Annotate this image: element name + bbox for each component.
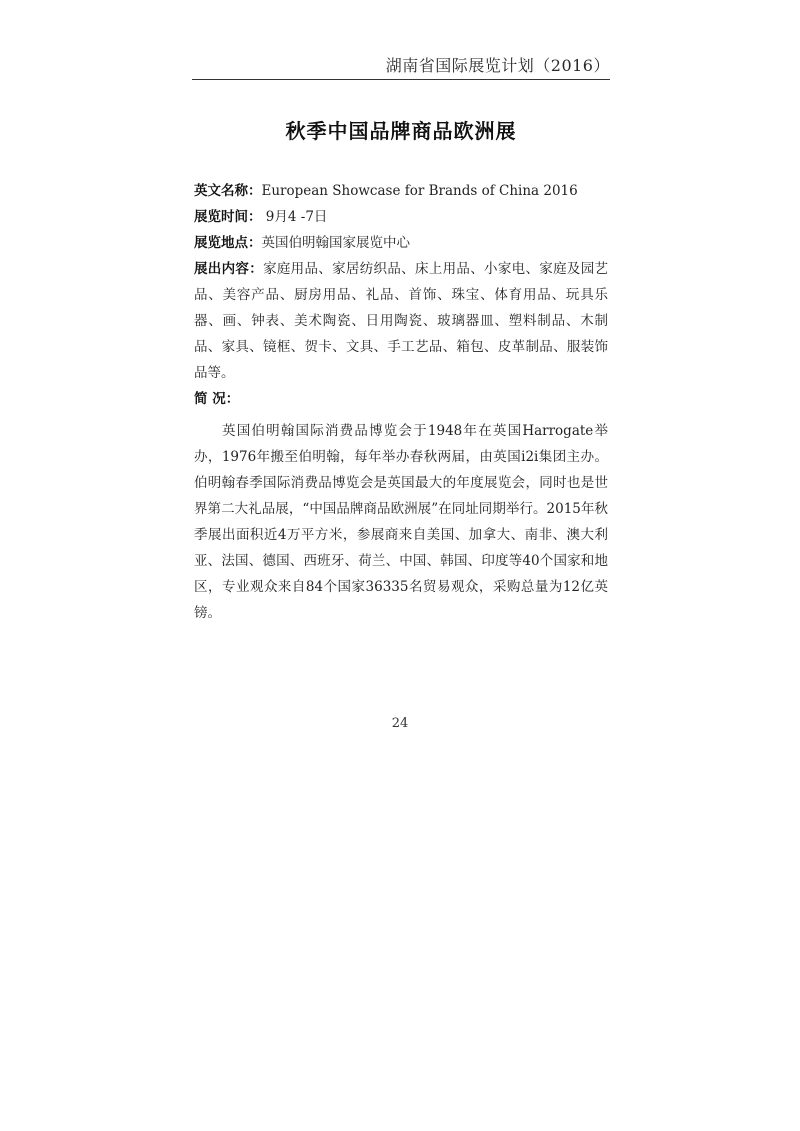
summary-heading: 简 况：	[194, 391, 240, 407]
running-header: 湖南省国际展览计划（2016）	[385, 56, 610, 75]
page-number: 24	[391, 716, 409, 731]
summary-paragraph: 英国伯明翰国际消费品博览会于1948年在英国Harrogate举办，1976年搬至伯明翰，每年举办春秋两届，由英国i2i集团主办。伯明翰春季国际消费品博览会是英国最大的年度展览会，同时也是世界第二大礼品展，“中国品牌商品欧洲展”在同址同期举行。2015年秋季展出面积近4万平方米，参展商来自美国、加拿大、南非、澳大利亚、法国、德国、西班牙、荷兰、中国、韩国、印度等40个国家和地区，专业观众来自84个国家36335名贸易观众，采购总量为12亿英镑。	[194, 423, 608, 621]
summary-heading-row	[194, 386, 608, 412]
exhibits-row	[194, 256, 608, 386]
exhibition-location-label: 展览地点：	[194, 235, 262, 251]
english-name-row	[194, 178, 608, 204]
exhibition-location-value: 英国伯明翰国家展览中心	[261, 235, 410, 251]
exhibits-value: 家庭用品、家居纺织品、床上用品、小家电、家庭及园艺品、美容产品、厨房用品、礼品、首饰、珠宝、体育用品、玩具乐器、画、钟表、美术陶瓷、日用陶瓷、玻璃器皿、塑料制品、木制品、家具、镜框、贺卡、文具、手工艺品、箱包、皮革制品、服装饰品等。	[194, 261, 609, 381]
page-title: 秋季中国品牌商品欧洲展	[285, 119, 517, 143]
exhibition-info	[194, 178, 608, 412]
english-name-value: European Showcase for Brands of China 2016	[261, 183, 578, 199]
exhibition-time-label: 展览时间：	[194, 209, 262, 225]
exhibition-time-value: 9月4 -7日	[261, 209, 328, 225]
header-divider	[192, 79, 610, 80]
exhibition-time-row	[194, 204, 608, 230]
english-name-label: 英文名称：	[194, 183, 262, 199]
exhibits-label: 展出内容：	[194, 261, 264, 277]
exhibition-location-row	[194, 230, 608, 256]
